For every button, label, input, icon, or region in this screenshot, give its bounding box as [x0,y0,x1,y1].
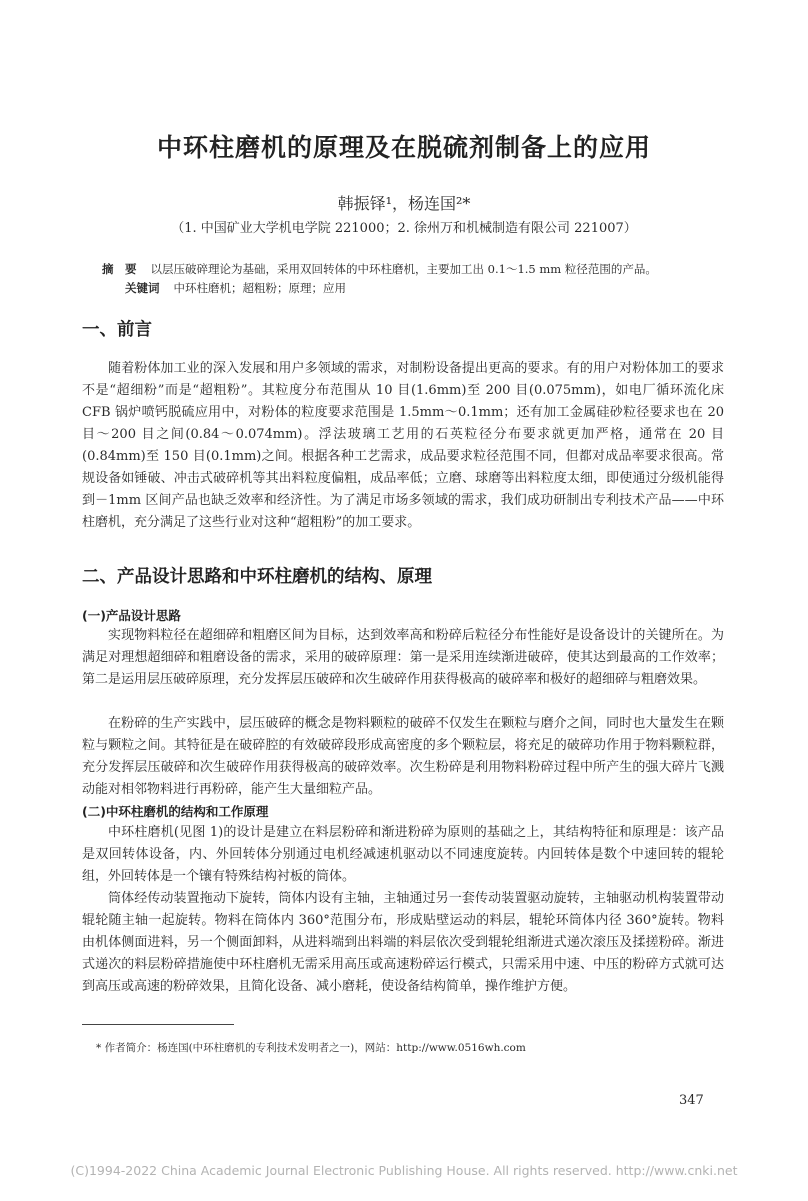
abstract [102,261,762,277]
abstract-text: 以层压破碎理论为基础，采用双回转体的中环柱磨机，主要加工出 0.1～1.5 mm 粒径范围的产品。 [150,262,657,276]
paper-title: 中环柱磨机的原理及在脱硫剂制备上的应用 [156,133,651,162]
keywords-label: 关键词 [125,281,160,295]
structure-paragraph-1: 中环柱磨机(见图 1)的设计是建立在料层粉碎和渐进粉碎为原则的基础之上，其结构特征和原理是：该产品是双回转体设备，内、外回转体分别通过电机经减速机驱动以不同速度旋转。内回转体是数个中速回转的辊轮组，外回转体是一个镶有特殊结构衬板的筒体。 [82,825,724,884]
section-heading-preface: 一、前言 [82,320,152,340]
subsection-heading-structure: (二)中环柱磨机的结构和工作原理 [82,804,269,819]
section-heading-design: 二、产品设计思路和中环柱磨机的结构、原理 [82,567,432,587]
page-number: 347 [679,1093,704,1108]
footnote: * 作者简介：杨连国(中环柱磨机的专利技术发明者之一)，网站：http://www.0516wh.com [96,1042,526,1054]
preface-paragraph: 随着粉体加工业的深入发展和用户多领域的需求，对制粉设备提出更高的要求。有的用户对粉体加工的要求不是“超细粉”而是“超粗粉”。其粒度分布范围从 10 目(1.6mm)至 200 目(0.075mm)，如电厂循环流化床 CFB 锅炉喷钙脱硫应用中，对粉体的粒度要求范围是 1.5mm～0.1mm；还有加工金属硅砂粒径要求也在 20 目～200 目之间(0.84～0.074mm)。浮法玻璃工艺用的石英粒径分布要求就更加严格，通常在 20 目(0.84mm)至 150 目(0.1mm)之间。根据各种工艺需求，成品要求粒径范围不同，但都对成品率要求很高。常规设备如锤破、冲击式破碎机等其出料粒度偏粗，成品率低；立磨、球磨等出料粒度太细，即使通过分级机能得到－1mm 区间产品也缺乏效率和经济性。为了满足市场多领域的需求，我们成功研制出专利技术产品——中环柱磨机，充分满足了这些行业对这种“超粗粉”的加工要求。 [82,361,724,530]
subsection-heading-design-idea: (一)产品设计思路 [82,608,181,623]
structure-paragraph-2: 筒体经传动装置拖动下旋转，筒体内设有主轴，主轴通过另一套传动装置驱动旋转，主轴驱动机构装置带动辊轮随主轴一起旋转。物料在筒体内 360°范围分布，形成贴壁运动的料层，辊轮环筒体内径 360°旋转。物料由机体侧面进料，另一个侧面卸料，从进料端到出料端的料层依次受到辊轮组渐进式递次滚压及揉搓粉碎。渐进式递次的料层粉碎措施使中环柱磨机无需采用高压或高速粉碎运行模式，只需采用中速、中压的粉碎方式就可达到高压或高速的粉碎效果，且简化设备、减小磨耗，使设备结构简单，操作维护方便。 [82,891,724,994]
design-idea-paragraph-1: 实现物料粒径在超细碎和粗磨区间为目标，达到效率高和粉碎后粒径分布性能好是设备设计的关键所在。为满足对理想超细碎和粗磨设备的需求，采用的破碎原理：第一是采用连续渐进破碎，使其达到最高的工作效率；第二是运用层压破碎原理，充分发挥层压破碎和次生破碎作用获得极高的破碎率和极好的超细碎与粗磨效果。 [82,628,724,687]
affiliations: （1. 中国矿业大学机电学院 221000；2. 徐州万和机械制造有限公司 221007） [171,221,637,236]
abstract-label: 摘 要 [102,262,137,276]
footnote-divider [82,1024,234,1025]
authors: 韩振铎¹，杨连国²* [337,194,471,213]
copyright-watermark: (C)1994-2022 China Academic Journal Electronic Publishing House. All rights reserved. http://www.cnki.net [70,1163,738,1178]
design-idea-paragraph-2: 在粉碎的生产实践中，层压破碎的概念是物料颗粒的破碎不仅发生在颗粒与磨介之间，同时也大量发生在颗粒与颗粒之间。其特征是在破碎腔的有效破碎段形成高密度的多个颗粒层，将充足的破碎功作用于物料颗粒群，充分发挥层压破碎和次生破碎作用获得极高的破碎效率。次生粉碎是利用物料粉碎过程中所产生的强大碎片飞溅动能对相邻物料进行再粉碎，能产生大量细粒产品。 [82,716,724,797]
keywords [125,280,765,296]
keywords-text: 中环柱磨机；超粗粉；原理；应用 [173,281,346,295]
